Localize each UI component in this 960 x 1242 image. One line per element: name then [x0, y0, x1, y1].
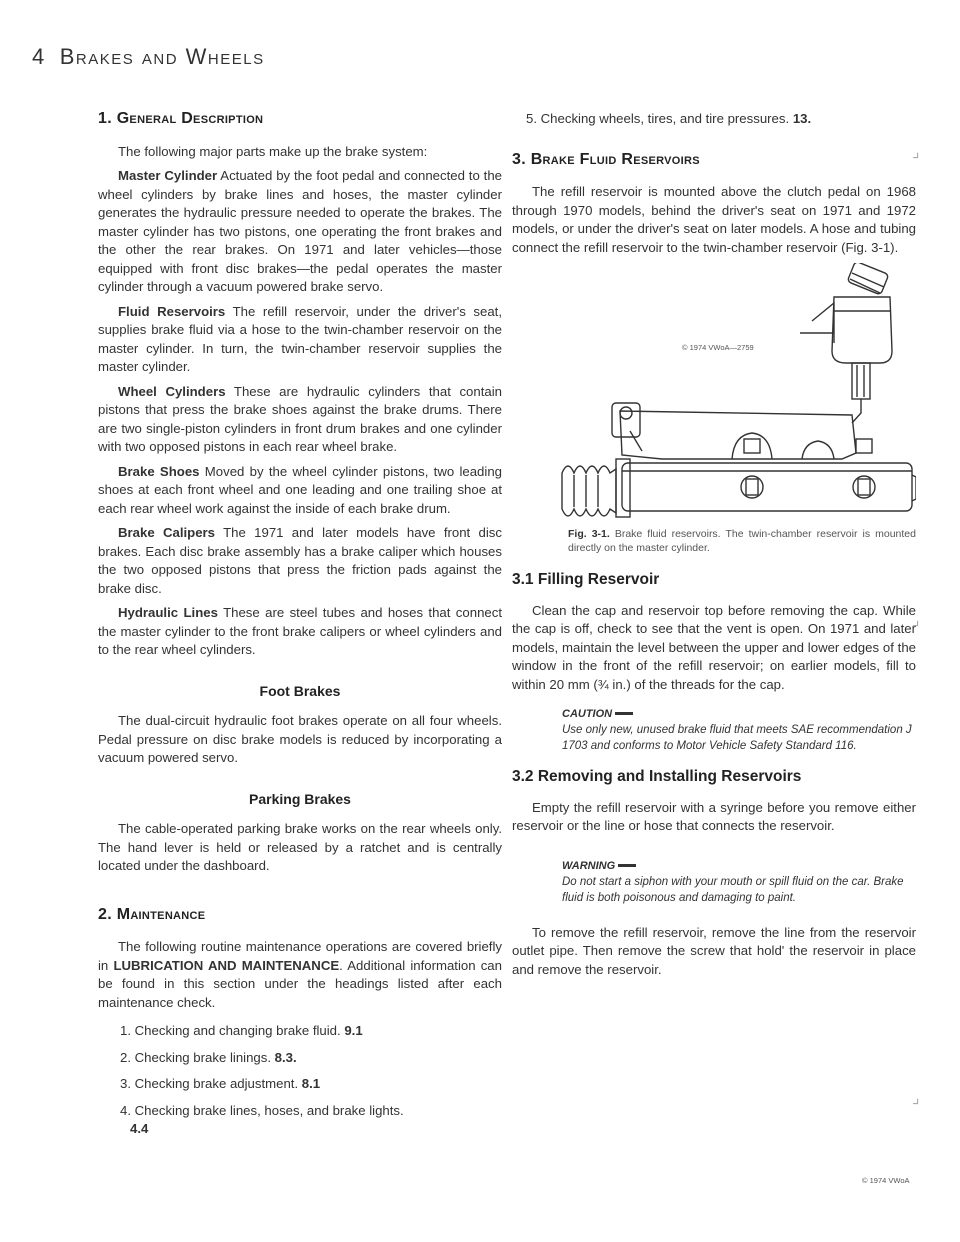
list-item [98, 1075, 502, 1094]
running-header [32, 44, 265, 70]
brake-calipers-text: The 1971 and later models have front disc brakes. Each disc brake assembly has a brake caliper which houses the two opposed pistons that press the friction pads against the brake disc. [98, 525, 502, 596]
margin-tick-icon: ⌟ [912, 612, 920, 629]
warning-label: WARNING [562, 859, 616, 872]
brake-shoes-text: Moved by the wheel cylinder pistons, two leading shoes at each front wheel and one leading and one trailing shoe at each rear wheel work against the inside of each brake drum. [98, 463, 502, 516]
term-hydraulic-lines: Hydraulic Lines [118, 605, 218, 620]
term-brake-calipers: Brake Calipers [118, 525, 216, 540]
list-item-text: 2. Checking brake linings. [120, 1049, 275, 1065]
list-item-text: 3. Checking brake adjustment. [120, 1076, 302, 1091]
margin-tick-icon: ⌟ [912, 1090, 920, 1107]
term-master-cylinder: Master Cylinder [118, 168, 218, 183]
foot-brakes-heading: Foot Brakes [259, 682, 341, 699]
maintenance-paragraph [98, 938, 502, 1012]
dash-icon [618, 864, 636, 867]
list-item-ref: 9.1 [344, 1023, 363, 1038]
margin-tick-icon: ⌟ [912, 144, 920, 161]
term-brake-shoes: Brake Shoes [118, 463, 200, 479]
list-item [98, 1049, 502, 1068]
section-2-heading: 2. Maintenance [98, 905, 206, 923]
intro-paragraph: The following major parts make up the brake system: [118, 143, 428, 159]
fluid-reservoirs-text: The refill reservoir, under the driver's seat, supplies brake fluid via a hose to the twin-chamber reservoir on the master cylinder. In turn, the twin-chamber reservoir supplies the master cylinder. [98, 303, 502, 374]
list-item-text: 4. Checking brake lines, hoses, and brake lights. [120, 1102, 404, 1118]
section-3-1-heading: 3.1 Filling Reservoir [512, 571, 660, 588]
hydraulic-lines-paragraph [98, 604, 502, 660]
list-item [98, 1022, 502, 1041]
list-item-text: 1. Checking and changing brake fluid. [120, 1023, 345, 1038]
maintenance-text-b: . Additional information can be found in this section under the headings listed after each maintenance check. [98, 957, 502, 1010]
foot-brakes-paragraph: The dual-circuit hydraulic foot brakes operate on all four wheels. Pedal pressure on disc brake models is reduced by incorporating a vacuum powered servo. [98, 713, 502, 765]
parking-brakes-paragraph: The cable-operated parking brake works on the rear wheels only. The hand lever is held or released by a ratchet and is centrally located under the dashboard. [98, 821, 502, 873]
list-item-text: 5. Checking wheels, tires, and tire pressures. [526, 111, 793, 126]
wheel-cylinders-paragraph [98, 383, 502, 457]
reservoir-illustration [512, 263, 916, 523]
hydraulic-lines-text: These are steel tubes and hoses that connect the master cylinder to the front brake calipers or wheel cylinders and to the rear wheel cylinders. [98, 605, 502, 657]
figure-number: Fig. 3-1. [568, 528, 610, 540]
maintenance-reference: LUBRICATION AND MAINTENANCE [113, 957, 340, 973]
footer-credit: © 1974 VWoA [862, 1176, 910, 1185]
section-3-1-paragraph: Clean the cap and reservoir top before removing the cap. While the cap is off, check to see that the vent is open. On 1971 and later models, maintain the level between the upper and lower edges of the window in the front of the refill reservoir; on earlier models, fill to within 20 mm (¾ in.) of the threads for the cap. [512, 602, 916, 692]
maintenance-list [98, 1022, 502, 1139]
warning-note [562, 858, 916, 906]
page-number: 4 [32, 44, 46, 69]
warning-text: Do not start a siphon with your mouth or spill fluid on the car. Brake fluid is both poisonous and damaging to paint. [562, 875, 904, 904]
section-3-2-heading: 3.2 Removing and Installing Reservoirs [512, 768, 802, 785]
brake-shoes-paragraph [98, 463, 502, 519]
figure-caption [512, 527, 916, 555]
term-fluid-reservoirs: Fluid Reservoirs [118, 303, 226, 319]
list-item-ref: 13. [792, 111, 812, 126]
maintenance-text-a: The following routine maintenance operations are covered briefly in [98, 939, 502, 973]
dash-icon [615, 712, 633, 715]
brake-calipers-paragraph [98, 524, 502, 598]
chapter-title: Brakes and Wheels [59, 44, 265, 69]
section-3-2-paragraph: Empty the refill reservoir with a syringe before you remove either reservoir or the line or hose that connects the reservoir. [512, 799, 916, 833]
list-item-ref: 8.3. [274, 1049, 297, 1065]
caution-text: Use only new, unused brake fluid that meets SAE recommendation J 1703 and conforms to Motor Vehicle Safety Standard 116. [562, 724, 912, 752]
list-item [98, 1102, 502, 1139]
list-item-ref: 8.1 [301, 1076, 321, 1091]
list-item-ref: 4.4 [130, 1121, 149, 1136]
remove-reservoir-paragraph: To remove the refill reservoir, remove the line from the reservoir outlet pipe. Then remove the screw that hold' the reservoir in place and remove the reservoir. [512, 924, 916, 977]
figure-caption-text: Brake fluid reservoirs. The twin-chamber reservoir is mounted directly on the master cylinder. [568, 528, 916, 554]
term-wheel-cylinders: Wheel Cylinders [118, 383, 226, 399]
fluid-reservoirs-paragraph [98, 303, 502, 377]
maintenance-list-continued [512, 110, 916, 129]
left-column [98, 110, 502, 1147]
list-item [512, 110, 916, 129]
brake-reservoir-drawing-icon [512, 263, 916, 523]
wheel-cylinders-text: These are hydraulic cylinders that contain pistons that press the brake shoes against the brake drums. There are two single-piston cylinders in front drum brakes and one cylinder with two opposed pistons in each rear wheel brake. [98, 383, 502, 454]
figure-credit: © 1974 VWoA—2759 [682, 343, 754, 352]
master-cylinder-text: Actuated by the foot pedal and connected to the wheel cylinders by brake lines and hoses, the master cylinder generates the hydraulic pressure needed to operate the brakes. The master cylinder has two pistons, one operating the front brakes and the other the rear brakes. On 1971 and later vehicles—those equipped with front disc brakes—the pedal operates the master cylinder through a vacuum powered brake servo. [98, 168, 502, 294]
caution-label: CAUTION [562, 708, 613, 720]
section-3-paragraph: The refill reservoir is mounted above the clutch pedal on 1968 through 1970 models, behind the driver's seat on 1971 and 1972 models, or under the driver's seat on later models. A hose and tubing connect the refill reservoir to the twin-chamber reservoir (Fig. 3-1). [512, 184, 916, 255]
section-1-heading: 1. General Description [98, 110, 264, 127]
caution-note [562, 706, 916, 754]
section-3-heading: 3. Brake Fluid Reservoirs [512, 150, 700, 168]
parking-brakes-heading: Parking Brakes [249, 790, 351, 807]
master-cylinder-paragraph [98, 167, 502, 297]
right-column [512, 110, 916, 985]
